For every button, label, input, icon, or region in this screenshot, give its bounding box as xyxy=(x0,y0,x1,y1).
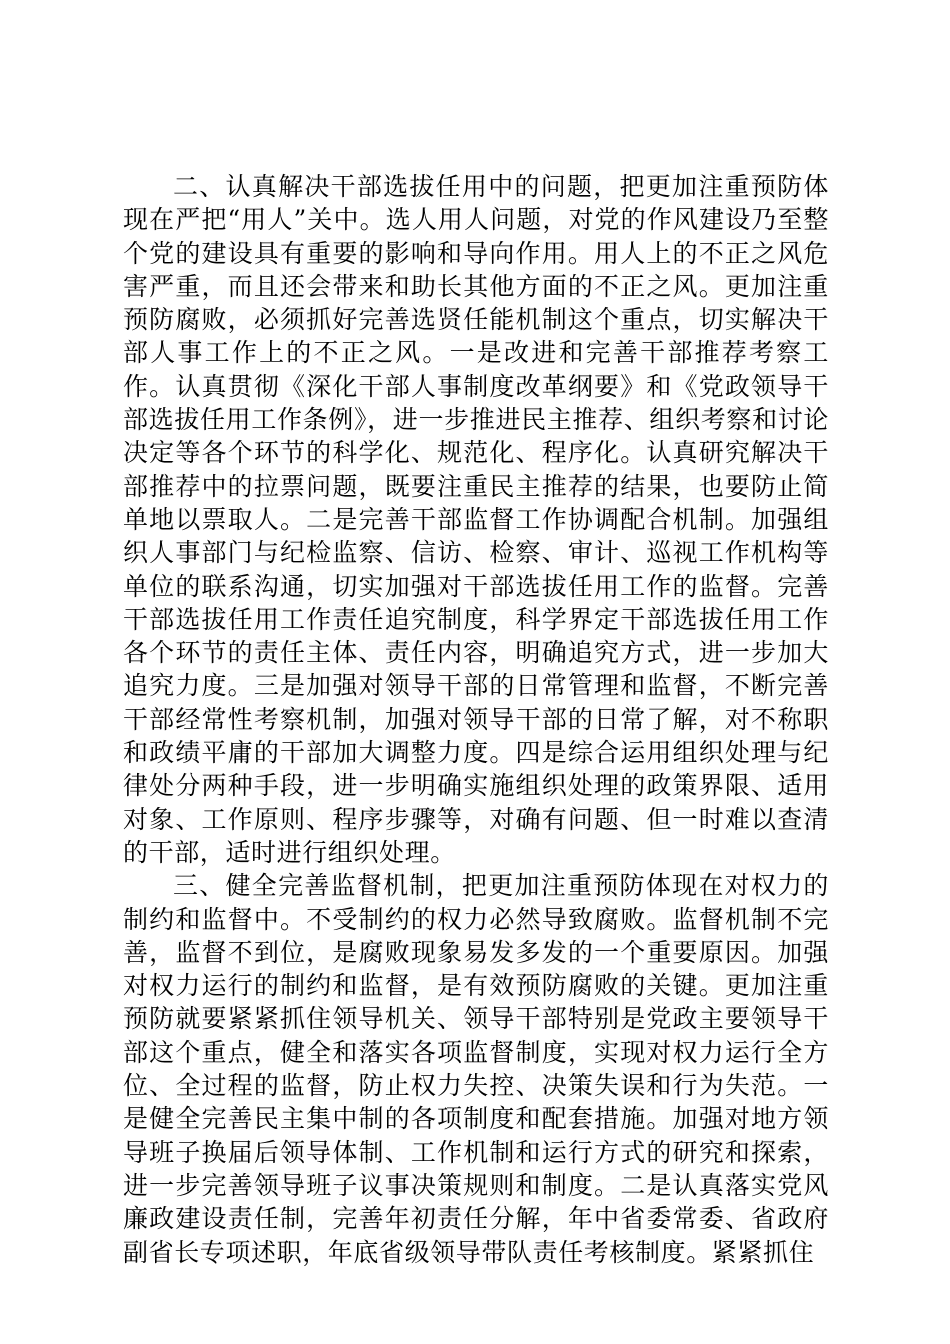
paragraph-section-three: 三、健全完善监督机制，把更加注重预防体现在对权力的制约和监督中。不受制约的权力必然导致腐败。监督机制不完善，监督不到位，是腐败现象易发多发的一个重要原因。加强对权力运行的制约和监督，是有效预防腐败的关键。更加注重预防就要紧紧抓住领导机关、领导干部特别是党政主要领导干部这个重点，健全和落实各项监督制度，实现对权力运行全方位、全过程的监督，防止权力失控、决策失误和行为失范。一是健全完善民主集中制的各项制度和配套措施。加强对地方领导班子换届后领导体制、工作机制和运行方式的研究和探索，进一步完善领导班子议事决策规则和制度。二是认真落实党风廉政建设责任制，完善年初责任分解，年中省委常委、省政府副省长专项述职，年底省级领导带队责任考核制度。紧紧抓住 xyxy=(123,871,829,1267)
document-body xyxy=(123,170,829,1269)
paragraph-section-two: 二、认真解决干部选拔任用中的问题，把更加注重预防体现在严把“用人”关中。选人用人问题，对党的作风建设乃至整个党的建设具有重要的影响和导向作用。用人上的不正之风危害严重，而且还会带来和助长其他方面的不正之风。更加注重预防腐败，必须抓好完善选贤任能机制这个重点，切实解决干部人事工作上的不正之风。一是改进和完善干部推荐考察工作。认真贯彻《深化干部人事制度改革纲要》和《党政领导干部选拔任用工作条例》，进一步推进民主推荐、组织考察和讨论决定等各个环节的科学化、规范化、程序化。认真研究解决干部推荐中的拉票问题，既要注重民主推荐的结果，也要防止简单地以票取人。二是完善干部监督工作协调配合机制。加强组织人事部门与纪检监察、信访、检察、审计、巡视工作机构等单位的联系沟通，切实加强对干部选拔任用工作的监督。完善干部选拔任用工作责任追究制度，科学界定干部选拔任用工作各个环节的责任主体、责任内容，明确追究方式，进一步加大追究力度。三是加强对领导干部的日常管理和监督，不断完善干部经常性考察机制，加强对领导干部的日常了解，对不称职和政绩平庸的干部加大调整力度。四是综合运用组织处理与纪律处分两种手段，进一步明确实施组织处理的政策界限、适用对象、工作原则、程序步骤等，对确有问题、但一时难以查清的干部，适时进行组织处理。 xyxy=(123,172,829,867)
